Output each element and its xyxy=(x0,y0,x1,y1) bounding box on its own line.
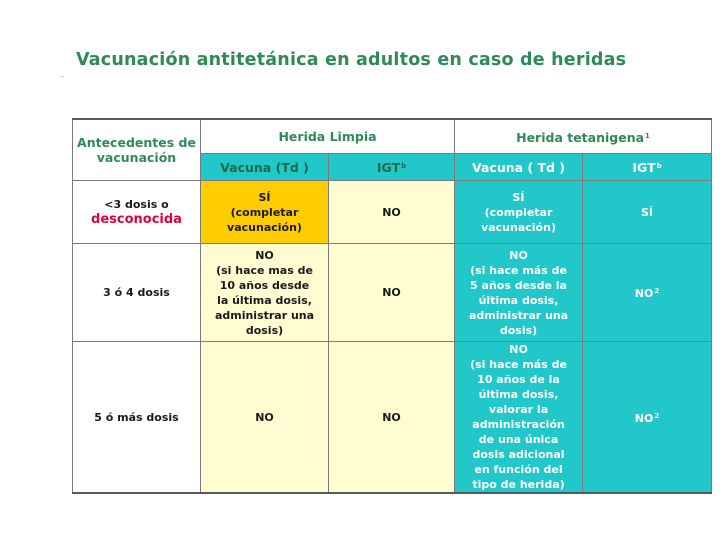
igt-teta-cell: $NO^2$ xyxy=(583,342,712,494)
antecedente-cell: 5 ó más dosis xyxy=(73,342,201,494)
antecedente-cell: 3 ó 4 dosis xyxy=(73,244,201,342)
header-vacuna-teta: Vacuna ( Td ) xyxy=(455,154,583,181)
antecedente-text: <3 dosis o xyxy=(104,198,169,211)
vacuna-teta-cell: SÍ (completar vacunación) xyxy=(455,181,583,244)
igt-limpia-cell: NO xyxy=(329,244,455,342)
decorative-mark xyxy=(60,76,64,77)
igt-limpia-cell: NO xyxy=(329,181,455,244)
header-herida-limpia: Herida Limpia xyxy=(201,119,455,154)
page-title: Vacunación antitetánica en adultos en caso de heridas xyxy=(76,50,627,70)
vacuna-limpia-cell: NO (si hace mas de 10 años desde la última dosis, administrar una dosis) xyxy=(201,244,329,342)
table-row xyxy=(73,244,712,342)
igt-teta-cell: SÍ xyxy=(583,181,712,244)
vacuna-teta-cell: NO (si hace más de 5 años desde la última dosis, administrar una dosis) xyxy=(455,244,583,342)
table-row xyxy=(73,342,712,494)
header-igt-teta: IGT$^b$ xyxy=(583,154,712,181)
vacuna-limpia-cell: SÍ (completar vacunación) xyxy=(201,181,329,244)
header-antecedentes: Antecedentes de vacunación xyxy=(73,119,201,181)
header-igt-limpia: IGT$^b$ xyxy=(329,154,455,181)
header-vacuna-limpia: Vacuna (Td ) xyxy=(201,154,329,181)
igt-limpia-cell: NO xyxy=(329,342,455,494)
table-row xyxy=(73,181,712,244)
header-herida-tetanigena: Herida tetanigena$^1$ xyxy=(455,119,712,154)
antecedente-cell xyxy=(73,181,201,244)
igt-teta-cell: $NO^2$ xyxy=(583,244,712,342)
antecedente-highlight: desconocida xyxy=(91,212,182,227)
vaccination-table xyxy=(72,118,712,494)
vacuna-limpia-cell: NO xyxy=(201,342,329,494)
vacuna-teta-cell: NO (si hace más de 10 años de la última dosis, valorar la administración de una única dosis adicional en función del tipo de herida) xyxy=(455,342,583,494)
